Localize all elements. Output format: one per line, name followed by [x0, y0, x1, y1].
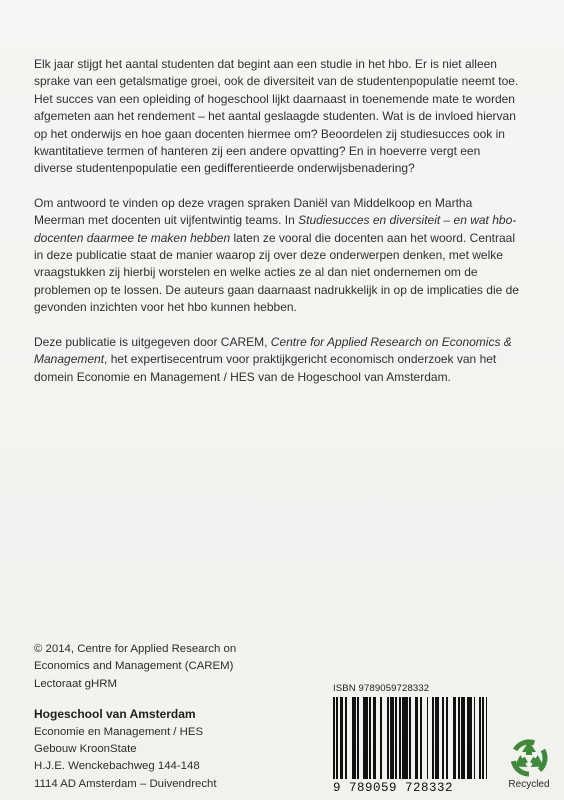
recycled-badge	[505, 738, 553, 794]
copyright-line-1: © 2014, Centre for Applied Research on	[34, 643, 237, 655]
address-line-3: H.J.E. Wenckebachweg 144-148	[34, 760, 200, 773]
paragraph-2	[34, 195, 519, 317]
isbn-barcode	[333, 683, 488, 795]
paragraph-3-start: Deze publicatie is uitgegeven door CAREM,	[34, 334, 271, 349]
carem-name-italic: Centre for Applied Research on Economics & Management	[34, 334, 512, 367]
paragraph-2-end: laten ze vooral die docenten aan het woord. Centraal in deze publicatie staat de manier waarop zij over deze onderwerpen denken, met welke vraagstukken zij hierbij worstelen en welke acties ze al dan niet ondernemen om de problemen op te lossen. De auteurs gaan daarnaast nadrukkelijk in op de implicaties die de gevonden inzichten voor het hbo kunnen hebben.	[34, 230, 519, 315]
paragraph-2-start: Om antwoord te vinden op deze vragen spraken Daniël van Middelkoop en Martha Meerman met docenten uit vijfentwintig teams. In	[34, 195, 473, 228]
book-title-italic: Studiesucces en diversiteit – en wat hbo-docenten daarmee te maken hebben	[34, 213, 517, 245]
barcode-bars	[333, 697, 488, 779]
address-line-1: Economie en Management / HES	[34, 725, 204, 738]
paragraph-1	[34, 56, 519, 178]
publisher-info	[34, 641, 294, 793]
recycle-icon	[509, 738, 549, 778]
paragraph-1-text: Elk jaar stijgt het aantal studenten dat begint aan een studie in het hbo. Er is niet alleen sprake van een getalsmatige groei, ook de diversiteit van de studentenpopulatie neemt toe. Het succes van een opleiding of hogeschool lijkt daarnaast in toenemende mate te worden afgemeten aan het rendement – het aantal geslaagde studenten. Wat is de invloed hiervan op het onderwijs en hoe gaan docenten hiermee om? Beoordelen zij studiesucces ook in kwantitatieve termen of hanteren zij een andere opvatting? En in hoeverre vergt een diverse studentenpopulatie een gedifferentieerde onderwijsbenadering?	[34, 57, 519, 176]
blurb-text	[34, 56, 519, 403]
barcode-bar	[486, 697, 488, 779]
address-line-4: 1114 AD Amsterdam – Duivendrecht	[34, 777, 217, 790]
address-line-2: Gebouw KroonState	[34, 743, 137, 756]
paragraph-3	[34, 334, 519, 386]
copyright-line-3: Lectoraat gHRM	[34, 677, 117, 690]
barcode-digits: 9 789059 728332	[333, 781, 454, 795]
isbn-label: ISBN 9789059728332	[333, 683, 430, 694]
recycled-label: Recycled	[508, 779, 550, 790]
organization-name: Hogeschool van Amsterdam	[34, 707, 196, 722]
copyright-line-2: Economics and Management (CAREM)	[34, 660, 234, 673]
paragraph-3-end: , het expertisecentrum voor praktijkgericht economisch onderzoek van het domein Economie en Management / HES van de Hogeschool van Amsterdam.	[34, 352, 497, 384]
